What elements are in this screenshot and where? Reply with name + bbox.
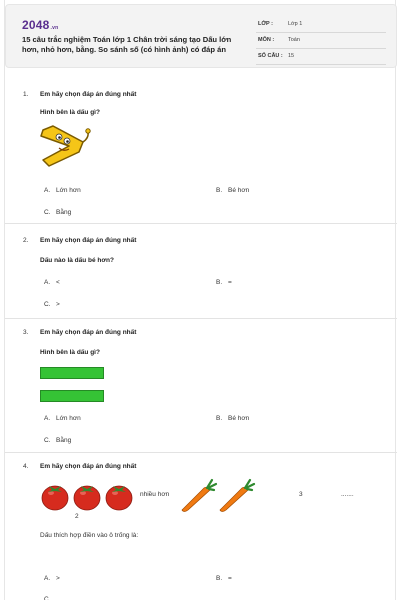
option-letter: A. [44, 415, 51, 422]
option-a[interactable] [44, 279, 60, 286]
option-text: > [56, 575, 60, 582]
question-number: 2. [23, 237, 29, 244]
question-divider [5, 223, 397, 224]
equal-sign-bottom-bar [40, 390, 104, 402]
carrot-icon [182, 480, 216, 512]
option-b[interactable] [216, 415, 249, 422]
option-b[interactable] [216, 187, 249, 194]
option-a[interactable] [44, 575, 60, 582]
option-letter: C. [44, 596, 51, 600]
question-text: Hình bên là dấu gì? [40, 349, 100, 356]
equal-sign-top-bar [40, 367, 104, 379]
option-text: Bằng [56, 209, 72, 216]
question-text: Dấu thích hợp điền vào ô trống là: [40, 532, 139, 539]
option-text: = [228, 575, 232, 582]
question-number: 3. [23, 329, 29, 336]
question-number: 4. [23, 463, 29, 470]
number-right: 3 [299, 491, 303, 498]
question-number: 1. [23, 91, 29, 98]
option-a[interactable] [44, 415, 81, 422]
tomato-icon [42, 486, 68, 510]
compare-label: nhiều hơn [140, 491, 170, 498]
option-text: Lớn hơn [56, 187, 81, 194]
worksheet-header [5, 4, 397, 68]
logo-text: 2048 [22, 18, 50, 32]
option-b[interactable] [216, 279, 232, 286]
tomato-icon [106, 486, 132, 510]
option-text: Lớn hơn [56, 415, 81, 422]
option-letter: B. [216, 575, 223, 582]
meta-row-count [256, 50, 386, 65]
document-title: 15 câu trắc nghiệm Toán lớp 1 Chân trời sáng tạo Dấu lớn hơn, nhỏ hơn, bằng. So sánh số (có hình ảnh) có đáp án [22, 35, 232, 54]
question-text: Hình bên là dấu gì? [40, 109, 100, 116]
option-letter: B. [216, 187, 223, 194]
tomato-count-label: 2 [75, 513, 79, 520]
site-logo[interactable] [22, 18, 58, 32]
option-text: = [228, 279, 232, 286]
question-instruction: Em hãy chọn đáp án đúng nhất [40, 329, 137, 336]
option-text: < [56, 279, 60, 286]
question-divider [5, 318, 397, 319]
option-c[interactable] [44, 301, 60, 308]
option-letter: C. [44, 209, 51, 216]
question-text: Dấu nào là dấu bé hơn? [40, 257, 114, 264]
carrot-icon [220, 480, 254, 512]
option-text: > [56, 301, 60, 308]
option-c-partial[interactable] [44, 596, 56, 600]
option-text: Bằng [56, 437, 72, 444]
meta-label: LỚP : [258, 21, 273, 27]
option-text: Bé hơn [228, 415, 250, 422]
meta-row-subject [256, 34, 386, 49]
option-letter: A. [44, 279, 51, 286]
tomatoes-image [40, 480, 134, 512]
option-letter: B. [216, 415, 223, 422]
option-b[interactable] [216, 575, 232, 582]
logo-tld: .vn [50, 25, 59, 31]
option-letter: B. [216, 279, 223, 286]
worksheet [4, 0, 396, 600]
question-instruction: Em hãy chọn đáp án đúng nhất [40, 237, 137, 244]
question-divider [5, 452, 397, 453]
question-instruction: Em hãy chọn đáp án đúng nhất [40, 91, 137, 98]
answer-blank[interactable]: ....... [341, 491, 354, 498]
option-text: Bé hơn [228, 187, 250, 194]
meta-value: Toán [288, 37, 300, 43]
option-c[interactable] [44, 209, 71, 216]
meta-table [256, 18, 386, 66]
option-letter: C. [44, 301, 51, 308]
option-a[interactable] [44, 187, 81, 194]
meta-value: 15 [288, 53, 295, 59]
option-letter: A. [44, 575, 51, 582]
meta-row-class [256, 18, 386, 33]
greater-than-sign-character-icon [39, 124, 91, 168]
option-c[interactable] [44, 437, 71, 444]
carrots-image [178, 478, 256, 512]
question-instruction: Em hãy chọn đáp án đúng nhất [40, 463, 137, 470]
option-letter: A. [44, 187, 51, 194]
meta-label: SỐ CÂU : [258, 53, 283, 59]
meta-label: MÔN : [258, 37, 275, 43]
option-letter: C. [44, 437, 51, 444]
tomato-icon [74, 486, 100, 510]
meta-value: Lớp 1 [288, 21, 303, 27]
